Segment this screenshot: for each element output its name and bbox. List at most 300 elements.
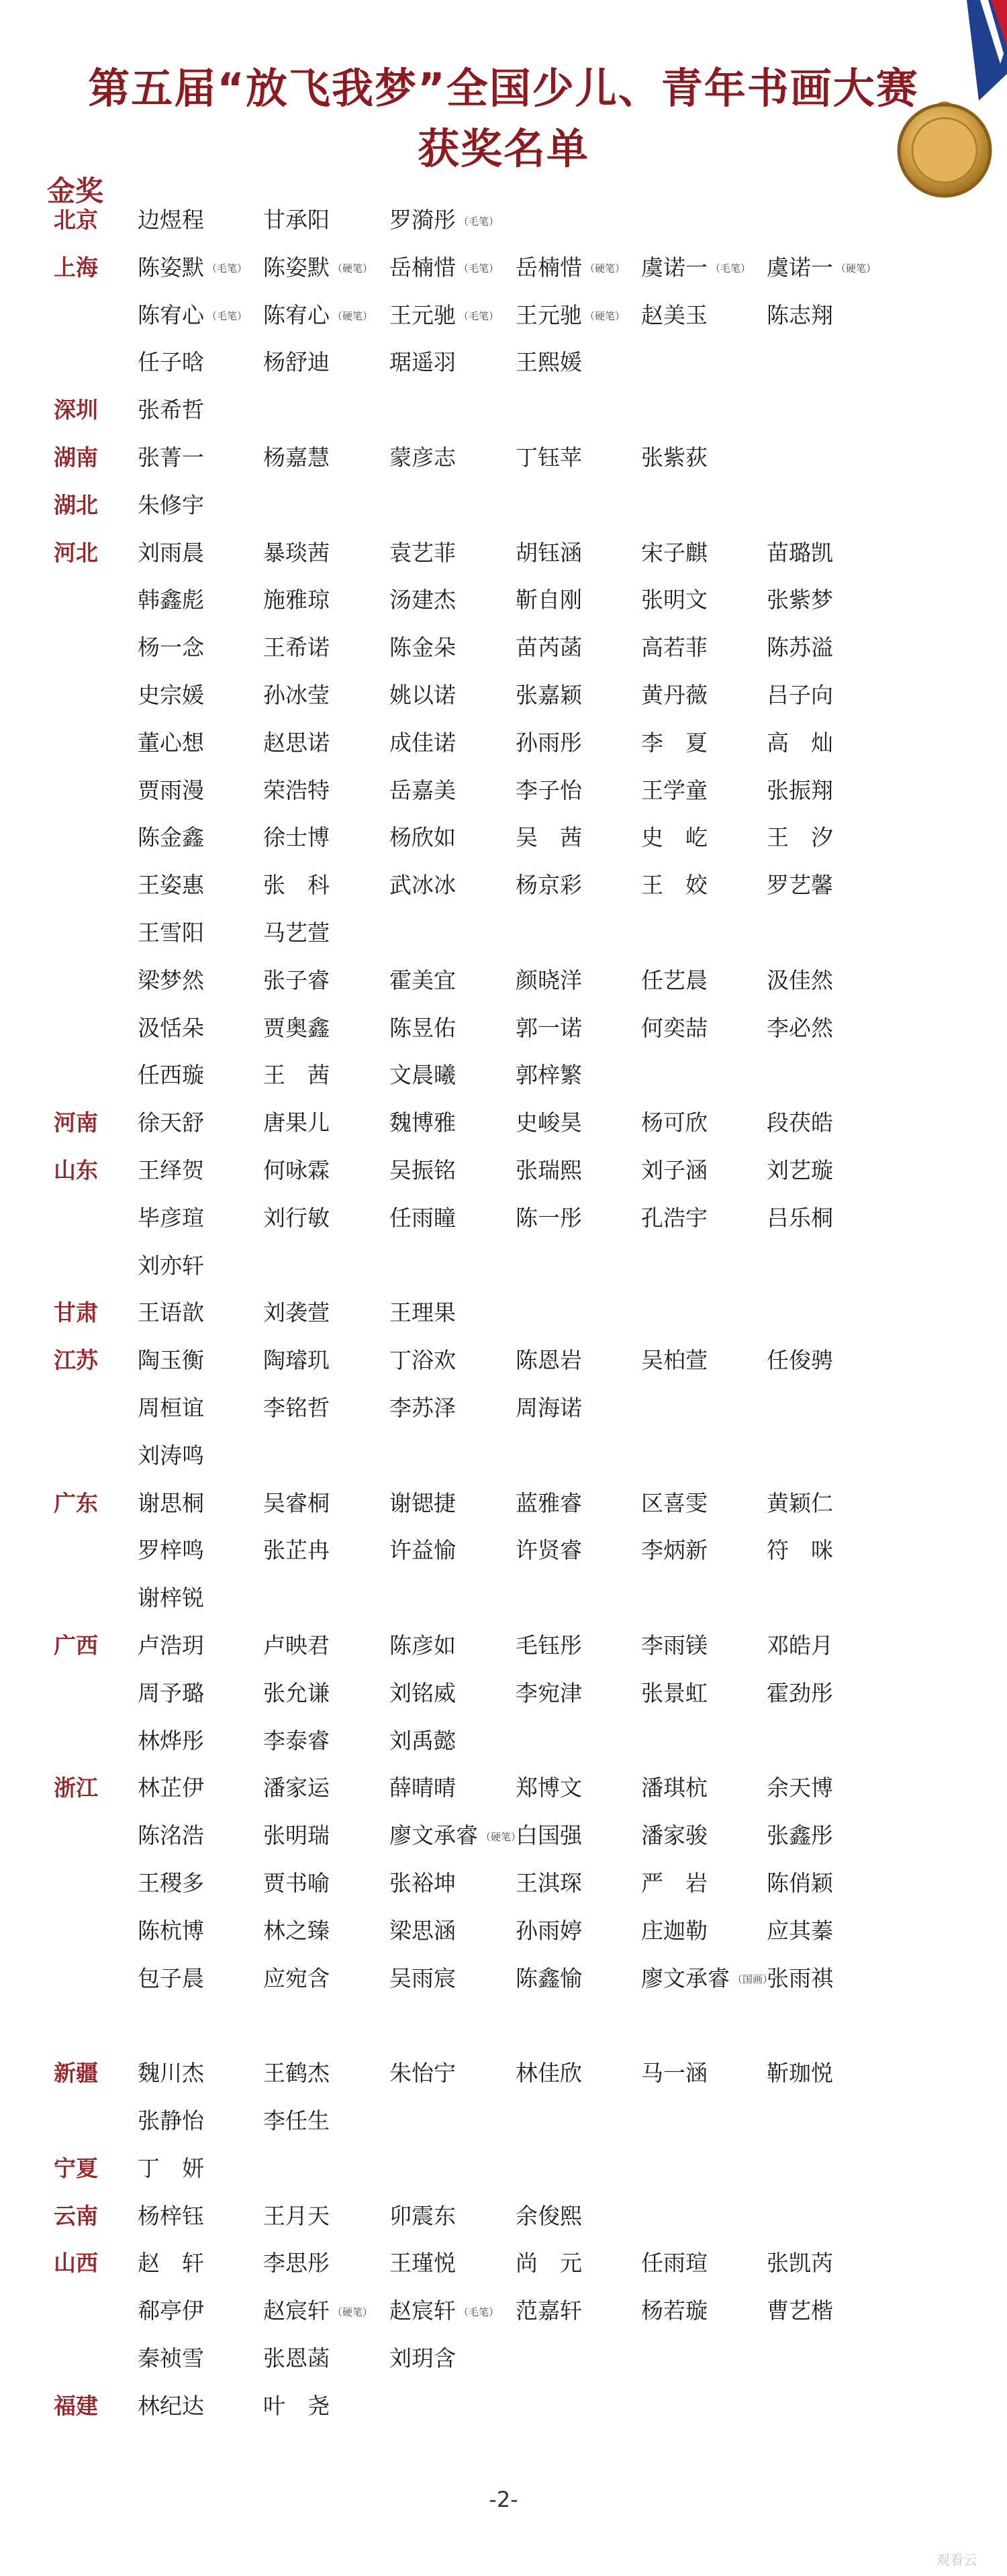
winner-name-text: 汲佳然	[767, 967, 833, 993]
winner-name-text: 张裕坤	[389, 1870, 456, 1896]
winner-name	[641, 1679, 708, 1708]
winner-name-text: 范嘉轩	[516, 2297, 582, 2324]
winner-name	[767, 1964, 833, 1993]
winner-name-text: 赵宸轩	[389, 2297, 456, 2324]
winner-name-text: 张紫荻	[641, 444, 708, 470]
winner-name-text: 杨嘉慧	[263, 444, 330, 470]
province-label: 湖南	[54, 444, 98, 470]
winner-name	[389, 823, 456, 852]
winner-name	[263, 205, 330, 235]
winner-name-text: 叶 尧	[263, 2392, 330, 2419]
winner-name-text: 袁艺菲	[389, 539, 456, 566]
winner-name-text: 秦祯雪	[138, 2345, 204, 2371]
winner-name	[767, 1536, 833, 1565]
winner-name-text: 吕乐桐	[767, 1204, 833, 1231]
winner-name-text: 杨京彩	[516, 872, 582, 899]
winner-name	[641, 1108, 708, 1138]
winner-name	[389, 205, 499, 236]
winner-name-text: 潘家运	[263, 1775, 330, 1801]
winner-name	[138, 395, 204, 425]
winner-name	[641, 1203, 708, 1233]
winner-name-text: 林芷伊	[138, 1775, 204, 1801]
winner-name	[389, 538, 456, 568]
winner-name	[389, 1726, 456, 1756]
province-label: 广西	[54, 1632, 98, 1658]
winner-name	[516, 728, 582, 758]
province-label: 上海	[54, 254, 98, 281]
winner-name	[138, 1489, 204, 1518]
winner-name	[767, 2248, 833, 2278]
winner-name	[516, 1393, 582, 1423]
winner-name	[767, 1013, 833, 1043]
winner-name	[138, 1393, 204, 1423]
winner-name-text: 边煜程	[138, 207, 204, 233]
winner-name	[138, 966, 204, 995]
winner-name	[138, 633, 204, 662]
winner-name-text: 陈俏颖	[767, 1870, 833, 1896]
winner-name-text: 王希诺	[263, 634, 330, 661]
province-label: 新疆	[54, 2060, 98, 2087]
winner-name	[138, 1964, 204, 1993]
winner-name-text: 严 岩	[641, 1870, 708, 1896]
winner-name	[263, 1536, 330, 1565]
page-number: -2-	[489, 2487, 518, 2512]
province-label: 福建	[54, 2392, 98, 2419]
winner-name	[641, 633, 708, 662]
winner-name	[138, 1346, 204, 1375]
winner-name	[641, 1869, 708, 1898]
winner-name-text: 张静怡	[138, 2108, 204, 2134]
winner-name	[263, 633, 330, 662]
winner-name-text: 高 灿	[767, 729, 833, 756]
winner-name-text: 董心想	[138, 729, 204, 756]
winner-name-text: 余天博	[767, 1775, 833, 1801]
winner-name	[263, 1631, 330, 1661]
winner-name-text: 蒙彦志	[389, 444, 456, 470]
winner-name-text: 周予璐	[138, 1679, 204, 1706]
winner-name	[516, 1679, 582, 1708]
winner-name	[516, 2201, 582, 2231]
winner-name	[389, 1679, 456, 1708]
winner-name-text: 许益愉	[389, 1537, 456, 1564]
winner-name-text: 廖文承睿	[389, 1822, 478, 1849]
winner-name-text: 李子怡	[516, 777, 582, 803]
winner-name	[516, 585, 582, 615]
winner-name	[138, 1536, 204, 1565]
winner-name-text: 王学童	[641, 777, 708, 803]
winner-name	[263, 443, 330, 473]
winner-name	[641, 966, 708, 995]
winner-name	[263, 253, 373, 284]
winner-name-text: 虞诺一	[641, 254, 708, 281]
winner-name	[138, 2106, 204, 2136]
winner-name	[641, 301, 708, 330]
winner-name-text: 朱修宇	[138, 491, 204, 518]
winner-name-text: 林烨彤	[138, 1727, 204, 1754]
winner-name	[767, 1916, 833, 1946]
winner-name-text: 杨舒迪	[263, 349, 330, 376]
winner-name	[138, 1916, 204, 1946]
category-tag: （硬笔）	[332, 2306, 373, 2318]
winner-name	[389, 1156, 456, 1185]
winner-name	[263, 1821, 330, 1850]
winner-name	[641, 728, 708, 758]
winner-name	[767, 871, 833, 900]
category-tag: （毛笔）	[207, 310, 248, 323]
winner-name-text: 琚遥羽	[389, 349, 456, 376]
title-line-2: 获奖名单	[417, 124, 589, 173]
category-tag: （毛笔）	[459, 2306, 499, 2318]
winner-name-text: 李铭哲	[263, 1395, 330, 1421]
winner-name	[767, 538, 833, 568]
winner-name	[263, 2391, 330, 2421]
winner-name	[263, 1108, 330, 1138]
winner-name-text: 任雨瑄	[641, 2250, 708, 2277]
province-label: 甘肃	[54, 1299, 98, 1326]
winner-name	[138, 301, 247, 332]
winner-name-text: 贾书喻	[263, 1870, 330, 1896]
winner-name-text: 杨一念	[138, 634, 204, 661]
winner-name	[516, 538, 582, 568]
winner-name	[138, 2201, 204, 2231]
winner-name	[263, 1393, 330, 1423]
winner-name-text: 史峻昊	[516, 1109, 582, 1136]
winner-name	[263, 1916, 330, 1946]
winner-name	[138, 348, 204, 377]
winner-name	[389, 633, 456, 662]
winner-name-text: 周桓谊	[138, 1395, 204, 1421]
winner-name-text: 甘承阳	[263, 207, 330, 233]
winner-name-text: 姚以诺	[389, 682, 456, 708]
winner-name-text: 岳嘉美	[389, 777, 456, 803]
winner-name	[138, 681, 204, 710]
winner-name	[389, 2248, 456, 2278]
winner-name	[138, 728, 204, 758]
winner-name-text: 孙冰莹	[263, 682, 330, 708]
winner-name	[516, 1156, 582, 1185]
winner-name-text: 尚 元	[516, 2250, 582, 2277]
winner-name-text: 徐天舒	[138, 1109, 204, 1136]
winner-name	[516, 1013, 582, 1043]
winner-name	[767, 1869, 833, 1898]
winner-name	[516, 1108, 582, 1138]
winner-name-text: 刘玥含	[389, 2345, 456, 2371]
winner-name-text: 蓝雅睿	[516, 1489, 582, 1516]
winner-name	[767, 728, 833, 758]
winner-name-text: 靳珈悦	[767, 2060, 833, 2087]
winner-name	[389, 681, 456, 710]
winner-name	[641, 1489, 708, 1518]
winner-name	[516, 966, 582, 995]
winner-name	[138, 253, 247, 284]
winner-name-text: 王熙媛	[516, 349, 582, 376]
winner-name-text: 宋子麒	[641, 539, 708, 566]
winner-name	[389, 1013, 456, 1043]
winner-name	[389, 348, 456, 377]
winner-name	[641, 2059, 708, 2088]
winner-name	[138, 1631, 204, 1661]
winner-name	[389, 776, 456, 805]
winner-name	[389, 1536, 456, 1565]
winner-name	[767, 301, 833, 330]
winner-name-text: 成佳诺	[389, 729, 456, 756]
winner-name-text: 陈志翔	[767, 301, 833, 328]
winner-name-text: 应其蓁	[767, 1917, 833, 1944]
winner-name-text: 李任生	[263, 2108, 330, 2134]
winner-name	[516, 443, 582, 473]
winner-name	[516, 1203, 582, 1233]
winner-name-text: 赵宸轩	[263, 2297, 330, 2324]
winner-name	[138, 1251, 204, 1281]
winner-name-text: 孙雨彤	[516, 729, 582, 756]
winner-name	[263, 966, 330, 995]
winner-name-text: 徐士博	[263, 824, 330, 851]
winner-name-text: 张紫梦	[767, 587, 833, 613]
winner-name-text: 吴雨宸	[389, 1965, 456, 1991]
winner-name-text: 张芷冉	[263, 1537, 330, 1564]
winner-name-text: 张恩菡	[263, 2345, 330, 2371]
winner-name-text: 任雨瞳	[389, 1204, 456, 1231]
winner-name	[516, 1489, 582, 1518]
winner-name-text: 吴振铭	[389, 1157, 456, 1183]
province-label: 云南	[54, 2202, 98, 2229]
category-tag: （硬笔）	[585, 310, 626, 323]
winner-name	[389, 1060, 456, 1090]
winner-name-text: 刘雨晨	[138, 539, 204, 566]
winner-name	[263, 1726, 330, 1756]
winner-name-text: 陈苏溢	[767, 634, 833, 661]
winner-name-text: 李炳新	[641, 1537, 708, 1564]
winner-name-text: 魏博雅	[389, 1109, 456, 1136]
winner-name-text: 苗芮菡	[516, 634, 582, 661]
winner-name	[767, 1773, 833, 1803]
winner-name-text: 苗璐凯	[767, 539, 833, 566]
winner-name	[389, 871, 456, 900]
winner-name-text: 岳楠惜	[516, 254, 582, 281]
category-tag: （国画）	[732, 1973, 773, 1986]
winner-name	[516, 1536, 582, 1565]
winner-name	[516, 348, 582, 377]
winner-name	[263, 1869, 330, 1898]
winner-name-text: 黄丹薇	[641, 682, 708, 708]
winner-name-text: 陈金鑫	[138, 824, 204, 851]
winner-name	[641, 871, 708, 900]
winner-name-text: 王元驰	[516, 301, 582, 328]
winner-name-text: 陈宥心	[263, 301, 330, 328]
winner-name	[389, 1869, 456, 1898]
winner-name-text: 刘袭萱	[263, 1299, 330, 1326]
winner-name-text: 庄迦勒	[641, 1917, 708, 1944]
winner-name	[263, 1964, 330, 1993]
province-label: 北京	[54, 207, 98, 233]
winner-name	[138, 538, 204, 568]
winner-name	[263, 728, 330, 758]
winner-name	[389, 1346, 456, 1375]
winner-name-text: 贾奥鑫	[263, 1014, 330, 1041]
winner-name	[767, 1346, 833, 1375]
winner-name	[389, 443, 456, 473]
winner-name	[767, 585, 833, 615]
winner-name-text: 王雪阳	[138, 920, 204, 946]
winner-name	[138, 1869, 204, 1898]
winner-name-text: 郭一诺	[516, 1014, 582, 1041]
winner-name-text: 王稷多	[138, 1870, 204, 1896]
province-label: 山东	[54, 1157, 98, 1183]
winner-name-text: 林纪达	[138, 2392, 204, 2419]
winner-name-text: 王瑾悦	[389, 2250, 456, 2277]
winner-name-text: 王鹤杰	[263, 2060, 330, 2087]
winner-name	[641, 1821, 708, 1850]
winner-name	[767, 1108, 833, 1138]
winner-name	[767, 253, 876, 284]
winner-name	[263, 585, 330, 615]
winner-name-text: 陈彦如	[389, 1632, 456, 1658]
winner-name-text: 靳自刚	[516, 587, 582, 613]
winner-name-text: 马一涵	[641, 2060, 708, 2087]
winner-name-text: 卯震东	[389, 2202, 456, 2229]
winner-name-text: 王 姣	[641, 872, 708, 899]
winner-name	[516, 301, 625, 332]
winner-name-text: 罗艺馨	[767, 872, 833, 899]
winner-name-text: 李 夏	[641, 729, 708, 756]
winner-name	[516, 1773, 582, 1803]
province-label: 河北	[54, 539, 98, 566]
province-label: 河南	[54, 1109, 98, 1136]
winner-name-text: 荣浩特	[263, 777, 330, 803]
winner-name-text: 陈杭博	[138, 1917, 204, 1944]
winner-name-text: 吴 茜	[516, 824, 582, 851]
winner-name	[138, 1203, 204, 1233]
winner-name	[641, 538, 708, 568]
winner-name-text: 卢映君	[263, 1632, 330, 1658]
winner-name	[516, 823, 582, 852]
winner-name	[138, 1726, 204, 1756]
winner-name-text: 张振翔	[767, 777, 833, 803]
winner-name	[138, 1821, 204, 1850]
winner-name-text: 陈姿默	[138, 254, 204, 281]
winner-name	[389, 1203, 456, 1233]
winner-name	[516, 681, 582, 710]
province-label: 江苏	[54, 1347, 98, 1374]
winner-name	[516, 1821, 582, 1850]
winner-name-text: 周海诺	[516, 1395, 582, 1421]
winner-name-text: 施雅琼	[263, 587, 330, 613]
winner-name	[263, 2248, 330, 2278]
winner-name	[263, 2296, 373, 2327]
winner-name-text: 王月天	[263, 2202, 330, 2229]
winner-name-text: 区喜雯	[641, 1489, 708, 1516]
winner-name-text: 王元驰	[389, 301, 456, 328]
winner-name-text: 赵思诺	[263, 729, 330, 756]
winner-name-text: 何奕喆	[641, 1014, 708, 1041]
winner-name	[138, 1108, 204, 1138]
winner-name	[138, 491, 204, 520]
winner-name	[263, 1298, 330, 1328]
winner-name	[263, 776, 330, 805]
winner-name	[138, 205, 204, 235]
winner-name	[389, 1916, 456, 1946]
winner-name-text: 林佳欣	[516, 2060, 582, 2087]
winner-name	[767, 776, 833, 805]
winner-name-text: 任艺晨	[641, 967, 708, 993]
winner-name-text: 张 科	[263, 872, 330, 899]
winner-name-text: 黄颖仁	[767, 1489, 833, 1516]
winner-name-text: 刘亦轩	[138, 1252, 204, 1279]
winner-name	[138, 1773, 204, 1803]
province-label: 深圳	[54, 397, 98, 424]
winner-name	[138, 1298, 204, 1328]
winner-name	[641, 681, 708, 710]
winner-name	[516, 1869, 582, 1898]
province-label: 浙江	[54, 1775, 98, 1801]
winner-name	[263, 823, 330, 852]
winner-name	[389, 2059, 456, 2088]
winner-name-text: 朱怡宁	[389, 2060, 456, 2087]
winner-name	[767, 2059, 833, 2088]
winner-name-text: 王绎贺	[138, 1157, 204, 1183]
province-label: 山西	[54, 2250, 98, 2277]
winner-name	[641, 1156, 708, 1185]
winner-name-text: 薛晴晴	[389, 1775, 456, 1801]
winner-name-text: 何咏霖	[263, 1157, 330, 1183]
winner-name-text: 陈宥心	[138, 301, 204, 328]
winner-name	[389, 585, 456, 615]
winner-name-text: 张凯芮	[767, 2250, 833, 2277]
winner-name-text: 霍美宜	[389, 967, 456, 993]
winner-name	[641, 1013, 708, 1043]
category-tag: （硬笔）	[481, 1830, 522, 1843]
category-tag: （硬笔）	[332, 262, 373, 275]
winner-name-text: 张希哲	[138, 397, 204, 424]
winner-name	[641, 1773, 708, 1803]
winner-name	[516, 1964, 582, 1993]
winner-name	[641, 1346, 708, 1375]
winner-name-text: 史 屹	[641, 824, 708, 851]
winner-name-text: 丁钰苹	[516, 444, 582, 470]
winner-name	[641, 1916, 708, 1946]
winner-name	[767, 1821, 833, 1850]
winner-name	[767, 823, 833, 852]
winner-name	[263, 1773, 330, 1803]
winner-name-text: 王 茜	[263, 1062, 330, 1089]
winner-name	[138, 1060, 204, 1090]
winner-name	[263, 1489, 330, 1518]
winner-name-text: 韩鑫彪	[138, 587, 204, 613]
winner-name	[389, 2296, 499, 2327]
winner-name-text: 白国强	[516, 1822, 582, 1849]
winner-name-text: 刘艺璇	[767, 1157, 833, 1183]
winner-name-text: 陈昱佑	[389, 1014, 456, 1041]
winner-name-text: 罗漪彤	[389, 207, 456, 233]
winner-name-text: 张子睿	[263, 967, 330, 993]
winner-name-text: 李必然	[767, 1014, 833, 1041]
winner-name-text: 王理果	[389, 1299, 456, 1326]
winner-name-text: 谢梓锐	[138, 1585, 204, 1612]
winner-name-text: 李泰睿	[263, 1727, 330, 1754]
winner-name	[389, 1821, 521, 1852]
winner-name-text: 毛钰彤	[516, 1632, 582, 1658]
winner-name-text: 赵美玉	[641, 301, 708, 328]
winner-name-text: 张雨祺	[767, 1965, 833, 1991]
winner-name	[641, 1536, 708, 1565]
category-tag: （毛笔）	[710, 262, 751, 275]
winner-name	[138, 1441, 204, 1471]
winner-name-text: 陶玉衡	[138, 1347, 204, 1374]
category-tag: （毛笔）	[207, 262, 248, 275]
winner-name-text: 陈洺浩	[138, 1822, 204, 1849]
winner-name-text: 贾雨漫	[138, 777, 204, 803]
winner-name-text: 汤建杰	[389, 587, 456, 613]
